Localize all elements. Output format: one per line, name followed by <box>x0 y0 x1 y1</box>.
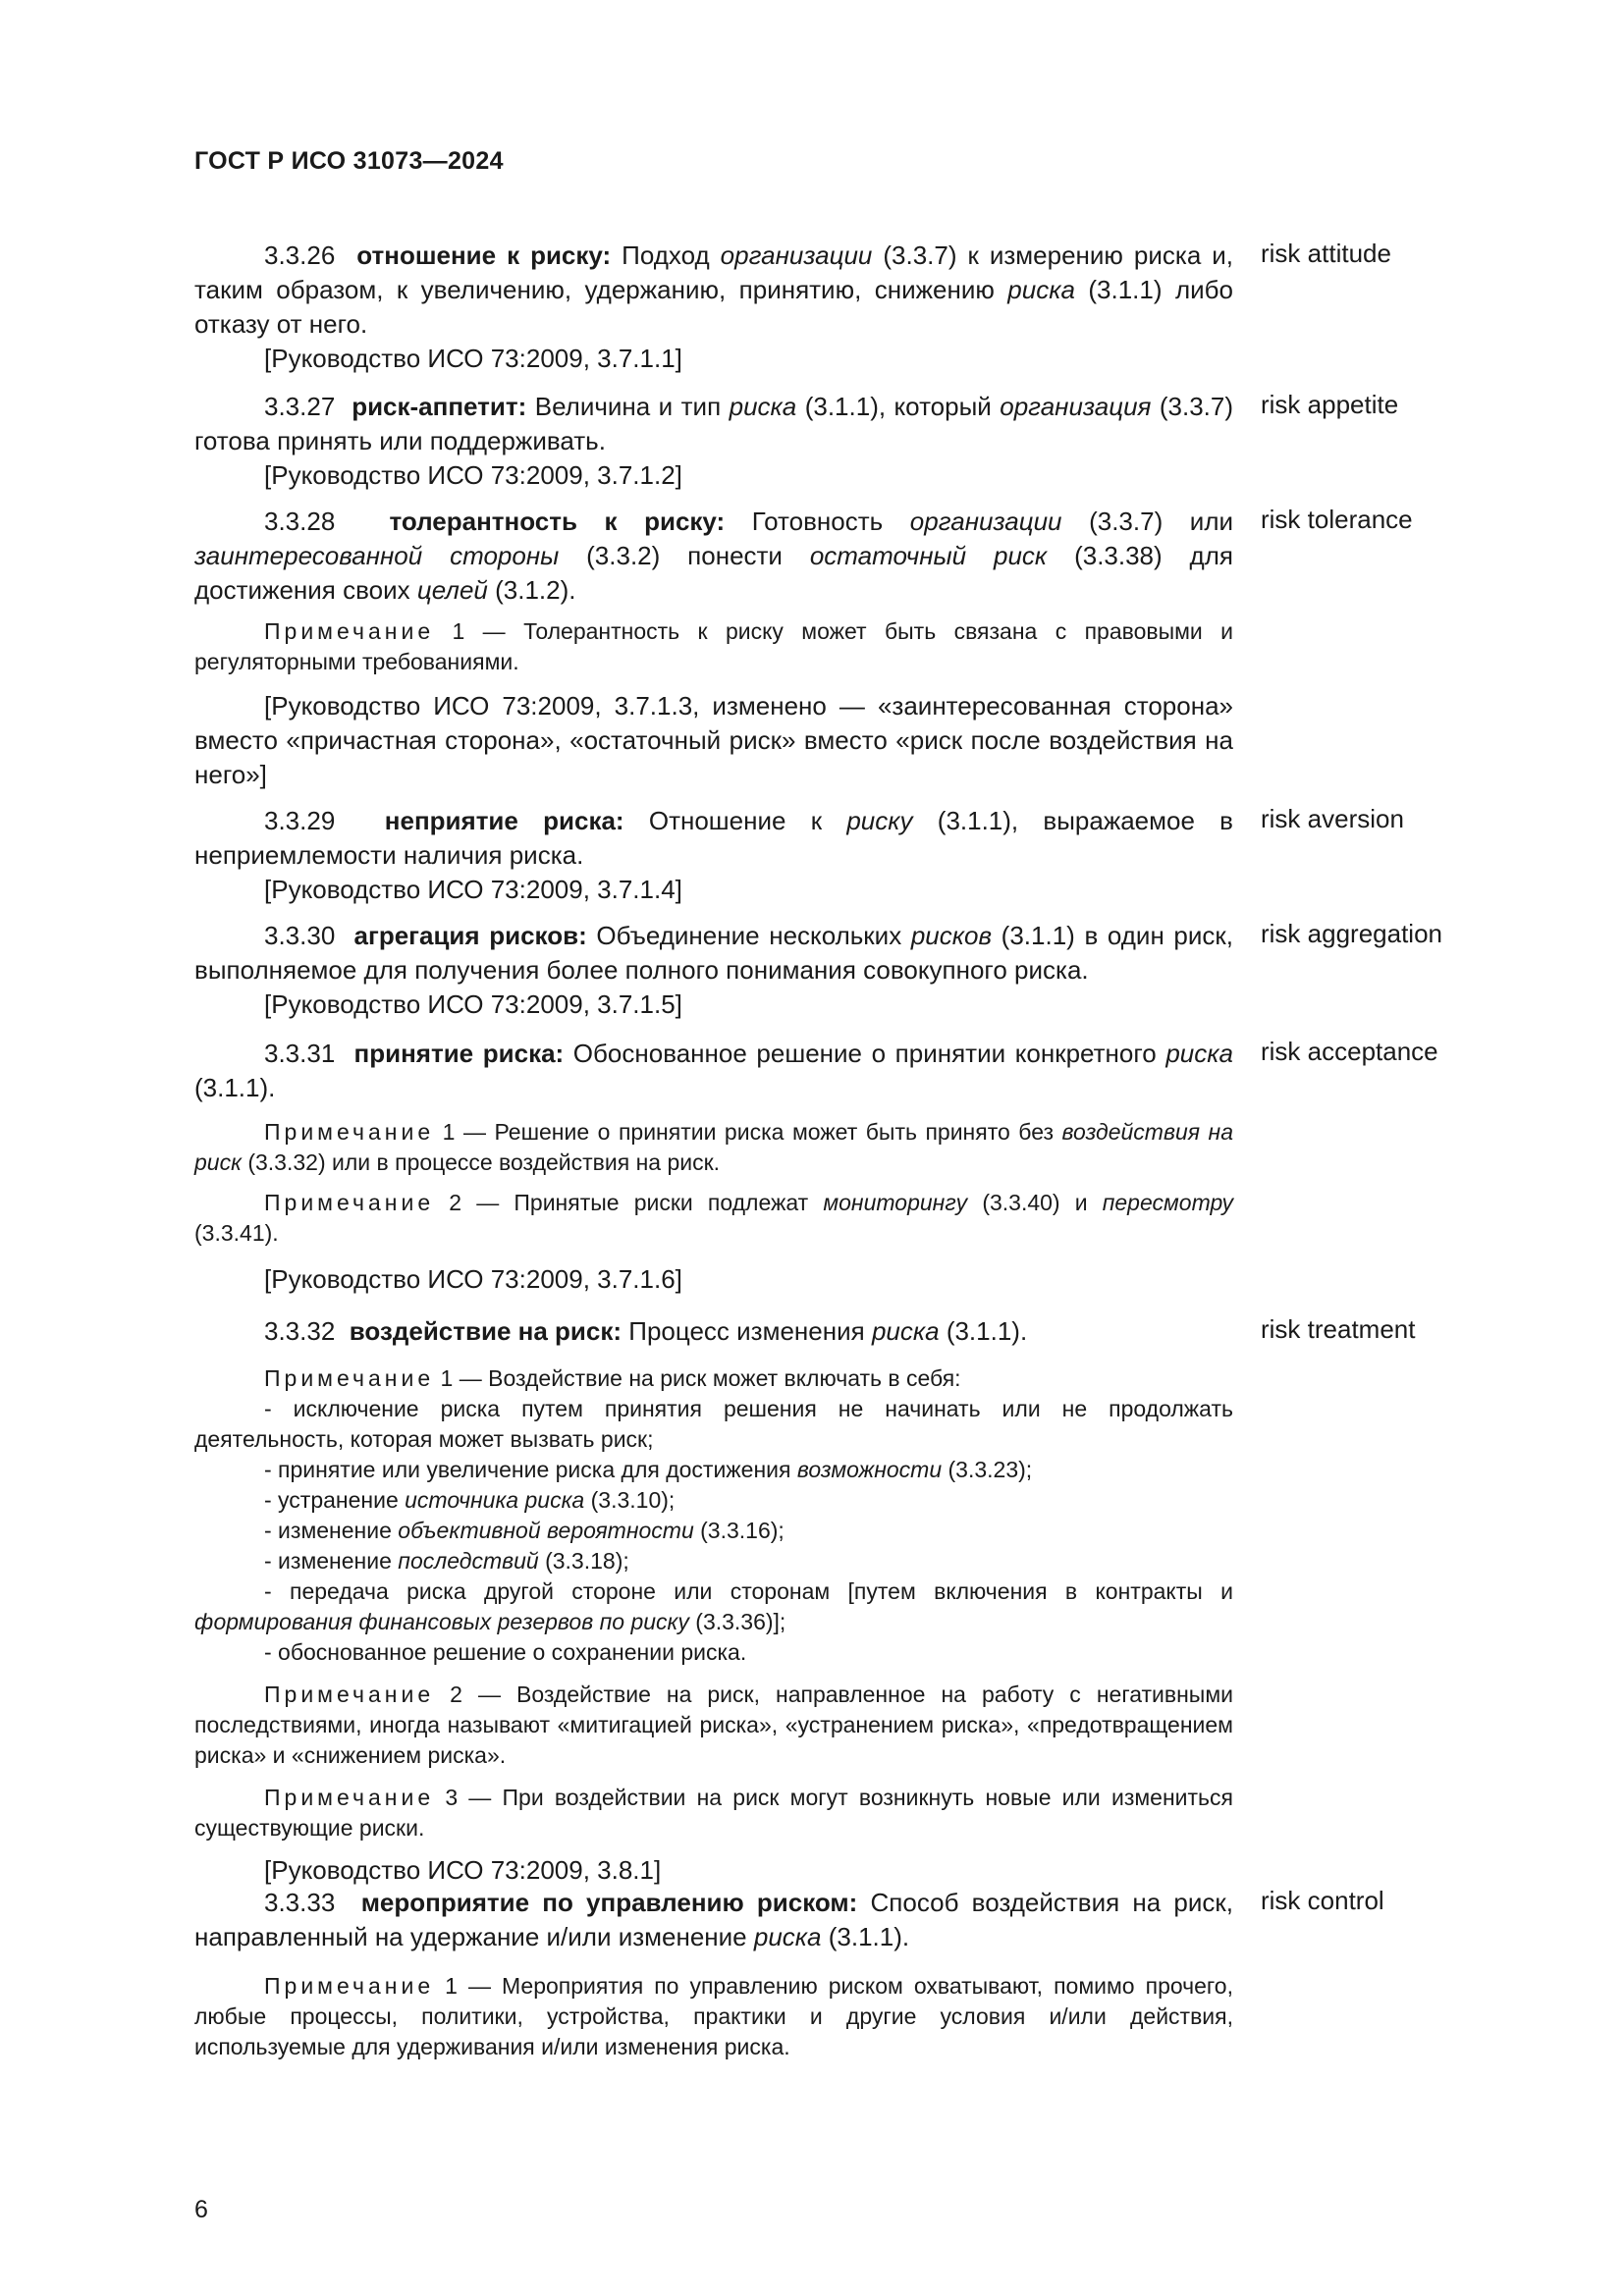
text-run: - изменение <box>264 1548 399 1574</box>
note <box>194 1680 1233 1771</box>
text-run: - принятие или увеличение риска для достижения <box>264 1457 797 1482</box>
term-title: мероприятие по управлению риском: <box>360 1888 858 1917</box>
text-run: (3.1.1), выражаемое в неприемлемости наличия риска. <box>194 806 1233 870</box>
english-term: risk aversion <box>1261 804 1404 833</box>
text-run: Способ воздействия на риск, направленный на удержание и/или изменение <box>194 1888 1233 1951</box>
text-run: мониторингу <box>823 1190 968 1215</box>
text-run: Величина и тип <box>526 392 730 421</box>
term-title: толерантность к риску: <box>389 507 726 536</box>
text-run: риска <box>1165 1039 1233 1068</box>
text-run: Обоснованное решение о принятии конкретного <box>564 1039 1166 1068</box>
note <box>194 616 1233 677</box>
term-reference: [Руководство ИСО 73:2009, 3.7.1.2] <box>264 460 682 490</box>
text-run: (3.3.38) для достижения своих <box>194 541 1233 605</box>
english-term: risk treatment <box>1261 1314 1416 1344</box>
text-run: риска <box>871 1316 940 1346</box>
list-item: - обоснованное решение о сохранении риска. <box>264 1639 747 1665</box>
english-term: risk aggregation <box>1261 919 1442 948</box>
text-run: - устранение <box>264 1487 406 1513</box>
text-run: (3.1.2). <box>487 575 576 605</box>
text-run: последствий <box>398 1548 539 1574</box>
term-3-3-27 <box>194 390 1233 493</box>
text-run: 1 — Мероприятия по управлению риском охватывают, помимо прочего, любые процессы, политики, устройства, практики и другие условия и/или действия, используемые для удерживания и/или изменения риска. <box>194 1973 1233 2059</box>
text-run: формирования финансовых резервов по риску <box>194 1609 689 1634</box>
english-term: risk control <box>1261 1886 1384 1915</box>
paragraph <box>194 390 1233 458</box>
text-run: возможности <box>796 1457 943 1482</box>
text-run: организации <box>720 240 873 270</box>
term-reference: [Руководство ИСО 73:2009, 3.7.1.3, изменено — «заинтересованная сторона» вместо «причастная сторона», «остаточный риск» вместо «риск после воздействия на него»] <box>194 691 1233 789</box>
text-run: 3.3.32 <box>264 1316 336 1346</box>
term-3-3-28 <box>194 505 1233 792</box>
text-run: - изменение <box>264 1518 399 1543</box>
term-title: принятие риска: <box>353 1039 565 1068</box>
term-3-3-30 <box>194 919 1233 1022</box>
text-run: 3 — При воздействии на риск могут возникнуть новые или измениться существующие риски. <box>194 1785 1233 1841</box>
list-item <box>194 1516 1233 1546</box>
term-reference: [Руководство ИСО 73:2009, 3.8.1] <box>264 1855 662 1885</box>
text-run: остаточный риск <box>809 541 1048 570</box>
text-run: (3.1.1). <box>194 1073 276 1102</box>
text-run: 3.3.26 <box>264 240 336 270</box>
text-run: риска <box>1007 275 1075 304</box>
text-run: (3.3.2) понести <box>559 541 810 570</box>
text-run: Подход <box>611 240 721 270</box>
text-run: риска <box>753 1922 822 1951</box>
text-run: (3.3.32) или в процессе воздействия на риск. <box>241 1149 721 1175</box>
text-run: 3.3.28 <box>264 507 336 536</box>
text-run: Примечание <box>264 1785 435 1810</box>
text-run: Примечание <box>264 1365 435 1391</box>
note <box>194 1363 1233 1394</box>
text-run: Готовность <box>725 507 910 536</box>
text-run: 1 — Толерантность к риску может быть связана с правовыми и регуляторными требованиями. <box>194 618 1233 674</box>
term-3-3-31 <box>194 1037 1233 1297</box>
term-title: агрегация рисков: <box>353 921 587 950</box>
text-run: (3.3.40) и <box>967 1190 1103 1215</box>
text-run: Примечание <box>264 1682 435 1707</box>
text-run: (3.3.7) или <box>1061 507 1234 536</box>
paragraph <box>194 1314 1233 1349</box>
text-run: организация <box>1000 392 1152 421</box>
text-run: (3.3.23); <box>942 1457 1033 1482</box>
text-run: 3.3.31 <box>264 1039 336 1068</box>
text-run: (3.1.1), который <box>796 392 1001 421</box>
text-run: (3.1.1). <box>821 1922 910 1951</box>
paragraph <box>194 919 1233 988</box>
text-run: (3.3.10); <box>584 1487 676 1513</box>
text-run: риску <box>846 806 913 835</box>
text-run: 3.3.30 <box>264 921 336 950</box>
text-run: пересмотру <box>1102 1190 1233 1215</box>
text-run: 3.3.29 <box>264 806 336 835</box>
english-term: risk tolerance <box>1261 505 1413 534</box>
text-run: - передача риска другой стороне или сторонам [путем включения в контракты и <box>264 1578 1233 1604</box>
document-header: ГОСТ Р ИСО 31073—2024 <box>194 147 504 175</box>
list-item: - исключение риска путем принятия решения не начинать или не продолжать деятельность, которая может вызвать риск; <box>194 1396 1233 1452</box>
term-reference: [Руководство ИСО 73:2009, 3.7.1.6] <box>264 1264 682 1294</box>
text-run: объективной вероятности <box>398 1518 694 1543</box>
paragraph <box>194 239 1233 342</box>
term-3-3-33 <box>194 1886 1233 2062</box>
text-run: 1 — Воздействие на риск может включать в себя: <box>434 1365 961 1391</box>
term-3-3-32 <box>194 1314 1233 1888</box>
english-term: risk acceptance <box>1261 1037 1438 1066</box>
text-run: 3.3.27 <box>264 392 336 421</box>
english-term: risk appetite <box>1261 390 1399 419</box>
text-run: Примечание <box>264 618 435 644</box>
english-term: risk attitude <box>1261 239 1391 268</box>
list-item <box>194 1455 1233 1485</box>
text-run: рисков <box>910 921 993 950</box>
term-3-3-29 <box>194 804 1233 907</box>
note <box>194 1188 1233 1249</box>
text-run: (3.3.16); <box>693 1518 785 1543</box>
note <box>194 1117 1233 1178</box>
note <box>194 1971 1233 2062</box>
text-run: (3.3.7) к измерению риска и, таким образом, к увеличению, удержанию, принятию, снижению <box>194 240 1234 304</box>
text-run: (3.1.1) либо отказу от него. <box>194 275 1234 339</box>
text-run: риска <box>729 392 797 421</box>
text-run: (3.1.1) в один риск, выполняемое для получения более полного понимания совокупного риска. <box>194 921 1234 985</box>
term-title: неприятие риска: <box>384 806 624 835</box>
paragraph <box>194 1886 1233 1954</box>
paragraph <box>194 1037 1233 1105</box>
text-run: Примечание <box>264 1973 435 1999</box>
text-run: Примечание <box>264 1119 435 1145</box>
term-3-3-26 <box>194 239 1233 376</box>
text-run: 3.3.33 <box>264 1888 336 1917</box>
text-run: (3.3.18); <box>538 1548 629 1574</box>
text-run: 1 — Решение о принятии риска может быть принято без <box>434 1119 1062 1145</box>
term-reference: [Руководство ИСО 73:2009, 3.7.1.5] <box>264 989 682 1019</box>
text-run: 2 — Принятые риски подлежат <box>434 1190 824 1215</box>
text-run: источника риска <box>405 1487 585 1513</box>
text-run: Процесс изменения <box>622 1316 872 1346</box>
page-number: 6 <box>194 2196 208 2223</box>
term-title: риск-аппетит: <box>352 392 527 421</box>
text-run: (3.1.1). <box>939 1316 1028 1346</box>
text-run: Примечание <box>264 1190 435 1215</box>
text-run: 2 — Воздействие на риск, направленное на работу с негативными последствиями, иногда называют «митигацией риска», «устранением риска», «предотвращением риска» и «снижением риска». <box>194 1682 1233 1768</box>
list-item <box>194 1576 1233 1637</box>
note <box>194 1783 1233 1843</box>
term-title: отношение к риску: <box>356 240 612 270</box>
term-title: воздействие на риск: <box>349 1316 623 1346</box>
text-run: Объединение нескольких <box>586 921 911 950</box>
text-run: (3.3.36)]; <box>688 1609 786 1634</box>
text-run: организации <box>909 507 1062 536</box>
text-run: воздействия на риск <box>194 1119 1234 1175</box>
text-run: Отношение к <box>623 806 847 835</box>
text-run: заинтересованной стороны <box>194 541 560 570</box>
term-reference: [Руководство ИСО 73:2009, 3.7.1.4] <box>264 875 682 904</box>
text-run: (3.3.41). <box>194 1220 279 1246</box>
term-reference: [Руководство ИСО 73:2009, 3.7.1.1] <box>264 344 682 373</box>
text-run: целей <box>416 575 488 605</box>
text-run: (3.3.7) готова принять или поддерживать. <box>194 392 1234 455</box>
paragraph <box>194 505 1233 608</box>
paragraph <box>194 804 1233 873</box>
list-item <box>194 1546 1233 1576</box>
list-item <box>194 1485 1233 1516</box>
